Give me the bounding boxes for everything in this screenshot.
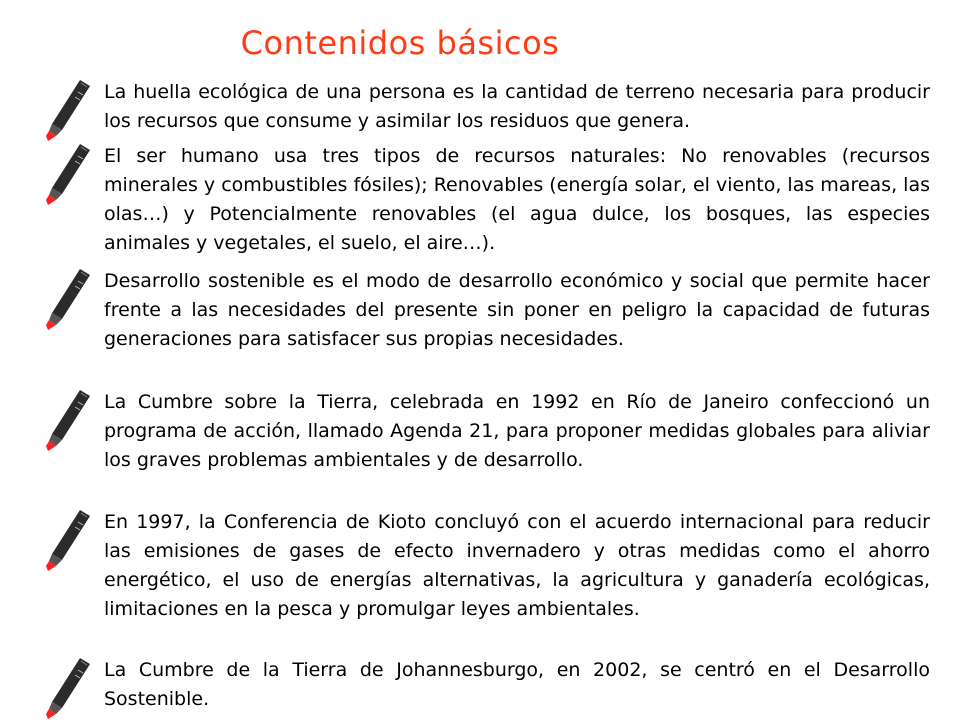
- bullet-text: Desarrollo sostenible es el modo de desarrollo económico y social que permite hacer frente a las necesidades del presente sin poner en peligro la capacidad de futuras generaciones para satisfacer sus propias necesidades.: [104, 270, 930, 350]
- bullet-text: La Cumbre sobre la Tierra, celebrada en 1992 en Río de Janeiro confeccionó un programa de acción, llamado Agenda 21, para proponer medidas globales para aliviar los graves problemas ambientales y de desarrollo.: [104, 391, 930, 471]
- marker-pen-icon: [40, 508, 96, 572]
- marker-pen-icon: [40, 78, 96, 142]
- marker-pen-icon: [40, 142, 96, 206]
- bullet-text: El ser humano usa tres tipos de recursos naturales: No renovables (recursos minerales y combustibles fósiles); Renovables (energía solar, el viento, las mareas, las olas…) y Potencialmente renovables (el agua dulce, los bosques, las especies animales y vegetales, el suelo, el aire…).: [104, 145, 930, 254]
- marker-pen-icon: [40, 656, 96, 720]
- bullet-text: La Cumbre de la Tierra de Johannesburgo, en 2002, se centró en el Desarrollo Sostenible.: [104, 659, 930, 710]
- slide-title: Contenidos básicos: [240, 24, 560, 62]
- bullet-text: La huella ecológica de una persona es la cantidad de terreno necesaria para producir los recursos que consume y asimilar los residuos que genera.: [104, 81, 930, 132]
- bullet-text: En 1997, la Conferencia de Kioto concluyó con el acuerdo internacional para reducir las emisiones de gases de efecto invernadero y otras medidas como el ahorro energético, el uso de energías alternativas, la agricultura y ganadería ecológicas, limitaciones en la pesca y promulgar leyes ambientales.: [104, 511, 930, 620]
- marker-pen-icon: [40, 267, 96, 331]
- marker-pen-icon: [40, 388, 96, 452]
